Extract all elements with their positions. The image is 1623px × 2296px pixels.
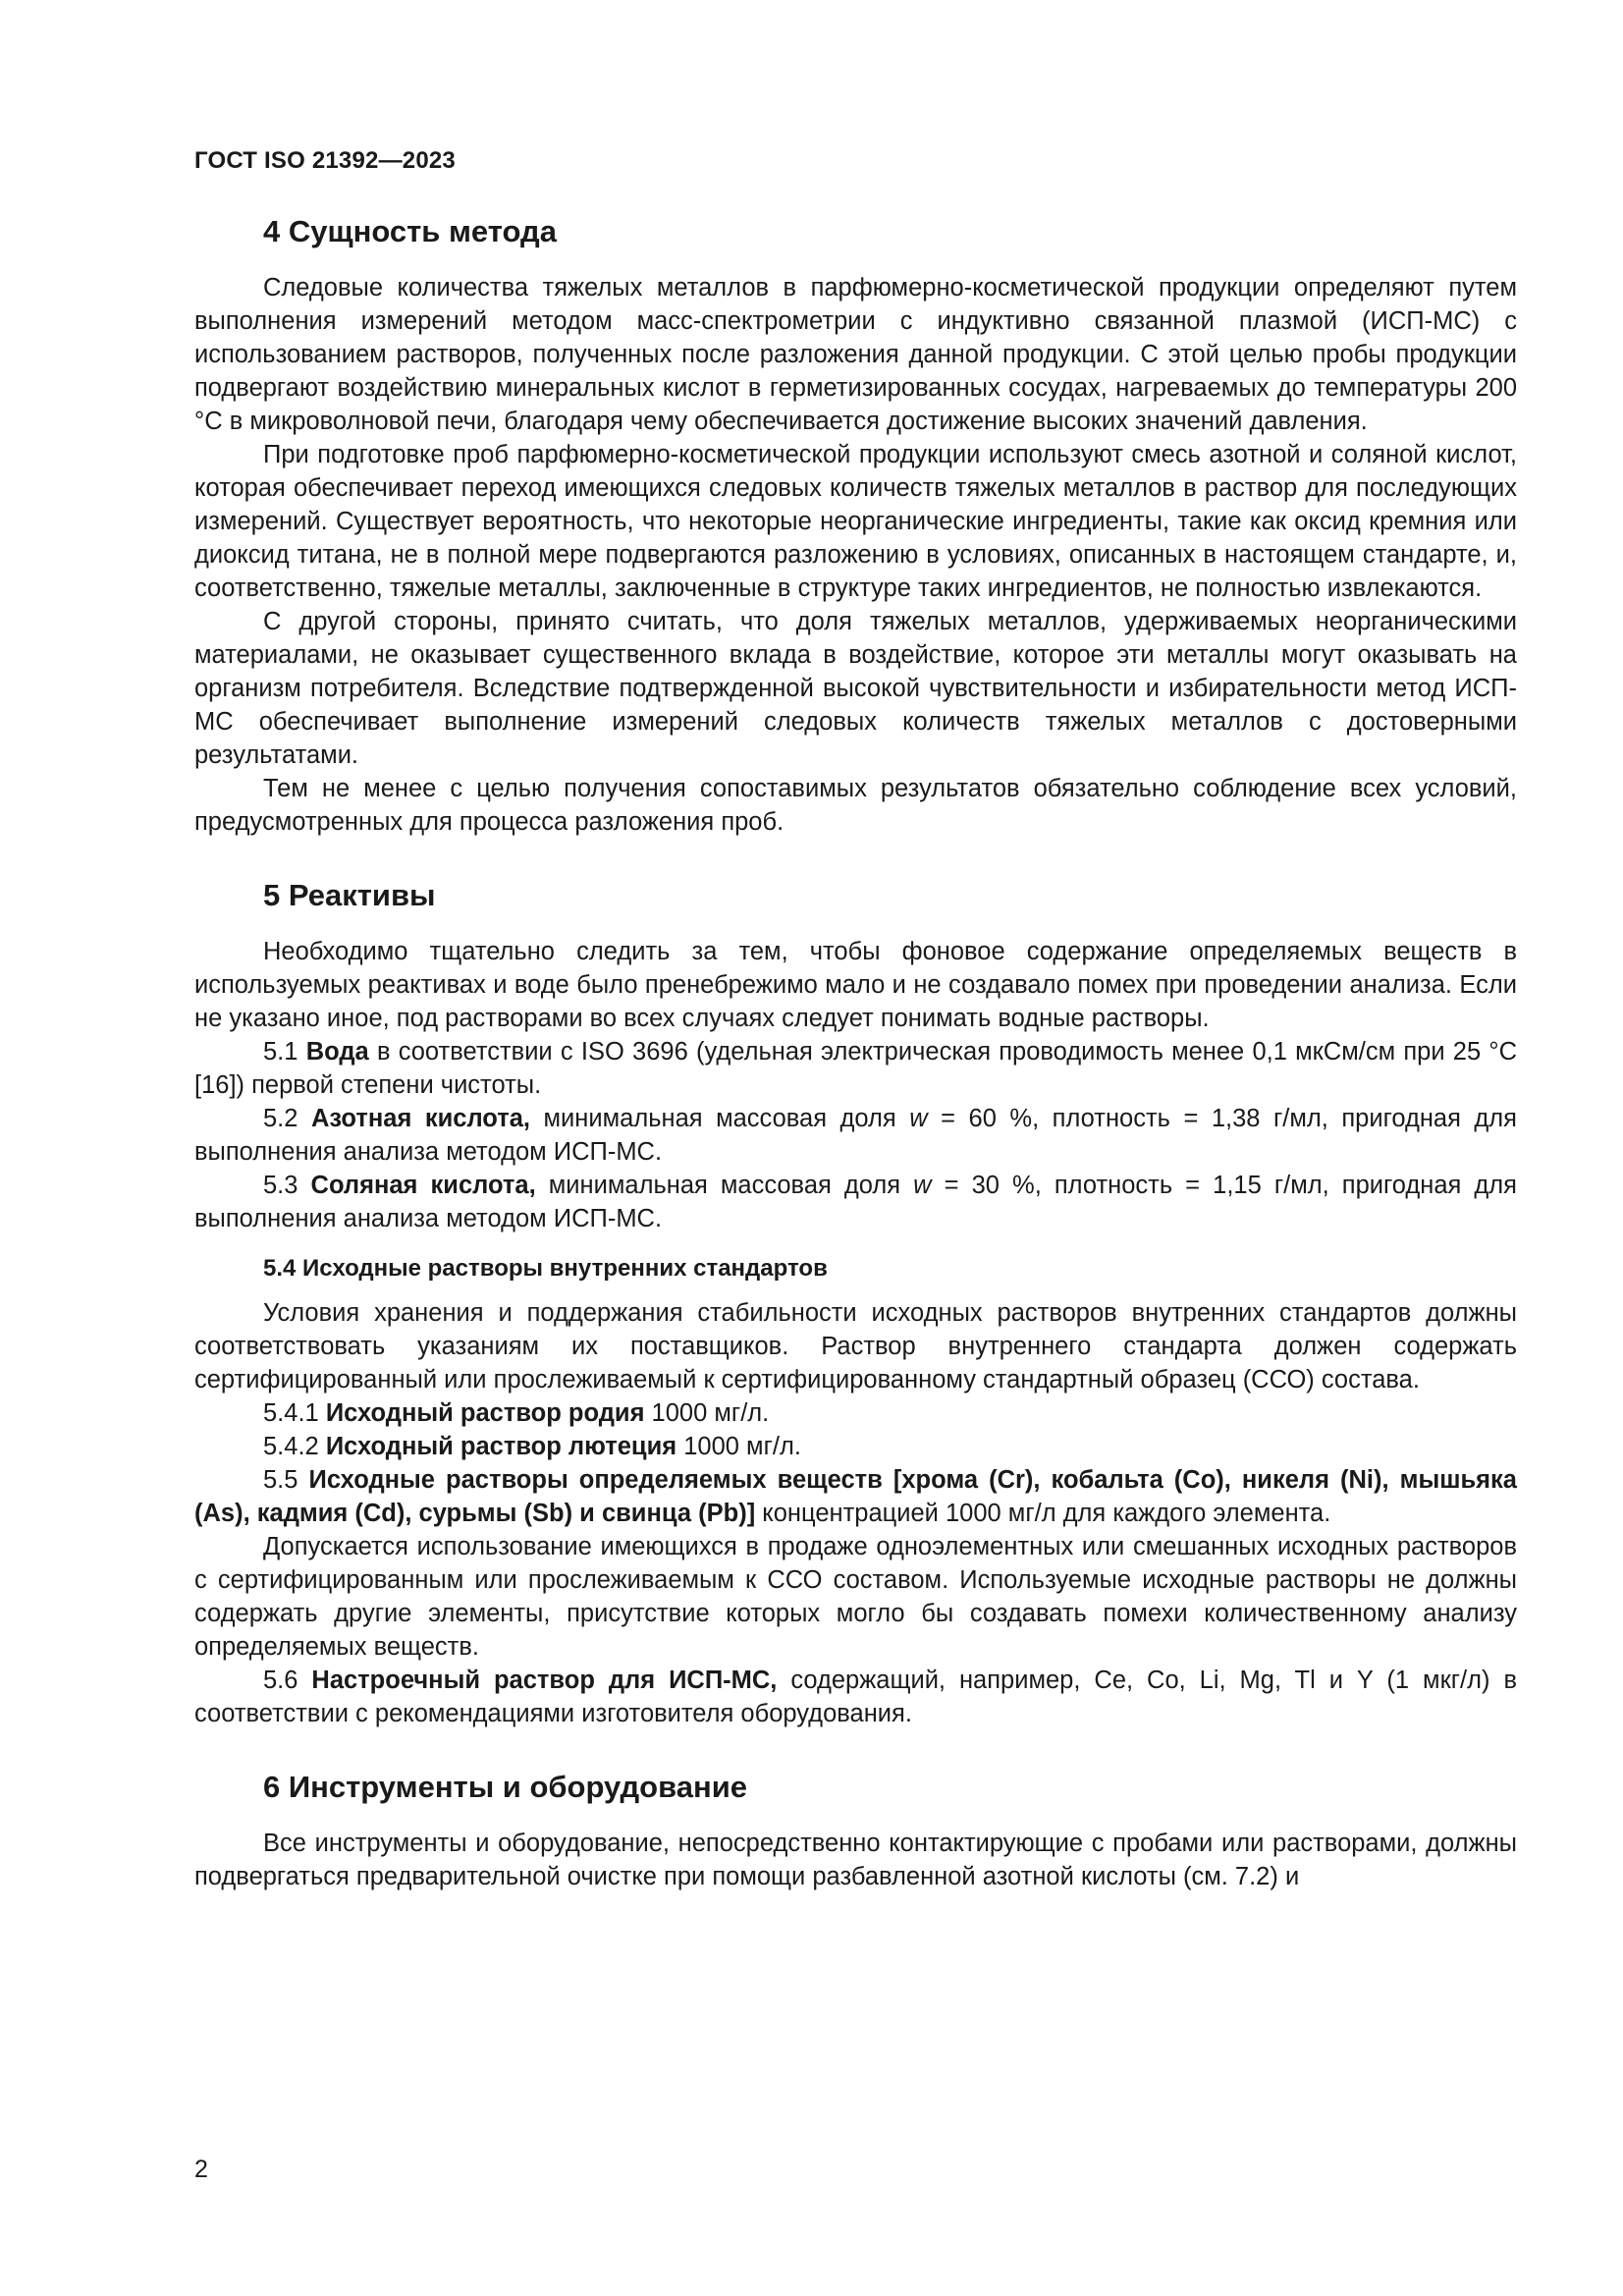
item-number: 5.6 [263, 1667, 298, 1694]
mass-fraction-symbol: w [913, 1172, 932, 1199]
item-number: 5.4.1 [263, 1399, 319, 1427]
paragraph: Необходимо тщательно следить за тем, чтобы фоновое содержание определяемых веществ в используемых реактивах и воде было пренебрежимо мало и не создавало помех при проведении анализа. Если не указано иное, под растворами во всех случаях следует понимать водные растворы. [194, 938, 1517, 1032]
section-5 [194, 878, 1517, 1730]
item-number: 5.3 [263, 1172, 298, 1199]
item-number: 5.4.2 [263, 1433, 319, 1460]
paragraph: Следовые количества тяжелых металлов в парфюмерно-косметической продукции определяют путем выполнения измерений методом масс-спектрометрии с индуктивно связанной плазмой (ИСП-МС) с использованием растворов, полученных после разложения данной продукции. С этой целью пробы продукции подвергают воздействию минеральных кислот в герметизированных сосудах, нагреваемых до температуры 200 °С в микроволновой печи, благодаря чему обеспечивается достижение высоких значений давления. [194, 274, 1517, 435]
document-page [194, 147, 1517, 1933]
paragraph: Допускается использование имеющихся в продаже одноэлементных или смешанных исходных растворов с сертифицированным или прослеживаемым к ССО составом. Используемые исходные растворы не должны содержать другие элементы, присутствие которых могло бы создавать помехи количественному анализу определяемых веществ. [194, 1533, 1517, 1661]
item-5-5 [194, 1463, 1517, 1530]
item-term: Настроечный раствор для ИСП-МС, [311, 1667, 778, 1694]
item-5-6 [194, 1664, 1517, 1730]
paragraph: При подготовке проб парфюмерно-косметической продукции используют смесь азотной и соляной кислот, которая обеспечивает переход имеющихся следовых количеств тяжелых металлов в раствор для последующих измерений. Существует вероятность, что некоторые неорганические ингредиенты, такие как оксид кремния или диоксид титана, не в полной мере подвергаются разложению в условиях, описанных в настоящем стандарте, и, соответственно, тяжелые металлы, заключенные в структуре таких ингредиентов, не полностью извлекаются. [194, 441, 1517, 602]
mass-fraction-symbol: w [909, 1105, 928, 1132]
section-6 [194, 1770, 1517, 1893]
paragraph: Все инструменты и оборудование, непосредственно контактирующие с пробами или растворами, должны подвергаться предварительной очистке при помощи разбавленной азотной кислоты (см. 7.2) и [194, 1830, 1517, 1890]
item-text: концентрацией 1000 мг/л для каждого элемента. [755, 1500, 1331, 1527]
item-term: Исходный раствор лютеция [325, 1433, 677, 1460]
item-text: минимальная массовая доля [535, 1172, 914, 1199]
section-6-title: 6 Инструменты и оборудование [263, 1770, 748, 1804]
item-text: содержащий, например, Ce, Co, Li, Mg, Tl и Y (1 мкг/л) в соответствии с рекомендациями изготовителя оборудования. [194, 1667, 1517, 1727]
item-text: = 60 %, плотность = 1,38 г/мл, пригодная для выполнения анализа методом ИСП-МС. [194, 1105, 1517, 1166]
item-term: Азотная кислота, [310, 1105, 531, 1132]
subsection-5-4 [194, 1255, 1517, 1463]
item-text: минимальная массовая доля [530, 1105, 910, 1132]
section-4 [194, 214, 1517, 839]
item-text: 1000 мг/л. [644, 1399, 770, 1427]
document-header: ГОСТ ISO 21392—2023 [194, 147, 456, 174]
item-5-3 [194, 1169, 1517, 1235]
item-term: Вода [305, 1038, 369, 1066]
item-5-2 [194, 1102, 1517, 1169]
item-5-4-1 [194, 1396, 1517, 1430]
section-4-title: 4 Сущность метода [263, 214, 557, 248]
item-text: = 30 %, плотность = 1,15 г/мл, пригодная для выполнения анализа методом ИСП-МС. [194, 1172, 1517, 1232]
item-number: 5.5 [263, 1466, 298, 1494]
item-term: Соляная кислота, [310, 1172, 536, 1199]
item-text: 1000 мг/л. [676, 1433, 801, 1460]
paragraph: Тем не менее с целью получения сопоставимых результатов обязательно соблюдение всех условий, предусмотренных для процесса разложения проб. [194, 775, 1517, 836]
paragraph: С другой стороны, принято считать, что доля тяжелых металлов, удерживаемых неорганическими материалами, не оказывает существенного вклада в воздействие, которое эти металлы могут оказывать на организм потребителя. Вследствие подтвержденной высокой чувствительности и избирательности метод ИСП-МС обеспечивает выполнение измерений следовых количеств тяжелых металлов с достоверными результатами. [194, 608, 1517, 769]
item-5-1 [194, 1035, 1517, 1102]
page-number: 2 [194, 2156, 208, 2183]
subsection-5-4-title: 5.4 Исходные растворы внутренних стандартов [263, 1255, 828, 1282]
section-5-title: 5 Реактивы [263, 878, 436, 912]
item-term: Исходный раствор родия [325, 1399, 645, 1427]
paragraph: Условия хранения и поддержания стабильности исходных растворов внутренних стандартов должны соответствовать указаниям их поставщиков. Раствор внутреннего стандарта должен содержать сертифицированный или прослеживаемый к сертифицированному стандартный образец (ССО) состава. [194, 1299, 1517, 1394]
item-term: Исходные растворы определяемых веществ [хрома (Cr), кобальта (Co), никеля (Ni), мышьяка (As), кадмия (Cd), сурьмы (Sb) и свинца (Pb)] [194, 1466, 1517, 1527]
item-5-4-2 [194, 1430, 1517, 1463]
item-number: 5.2 [263, 1105, 298, 1132]
item-text: в соответствии с ISO 3696 (удельная электрическая проводимость менее 0,1 мкСм/см при 25 °С [16]) первой степени чистоты. [194, 1038, 1517, 1099]
item-number: 5.1 [263, 1038, 298, 1066]
